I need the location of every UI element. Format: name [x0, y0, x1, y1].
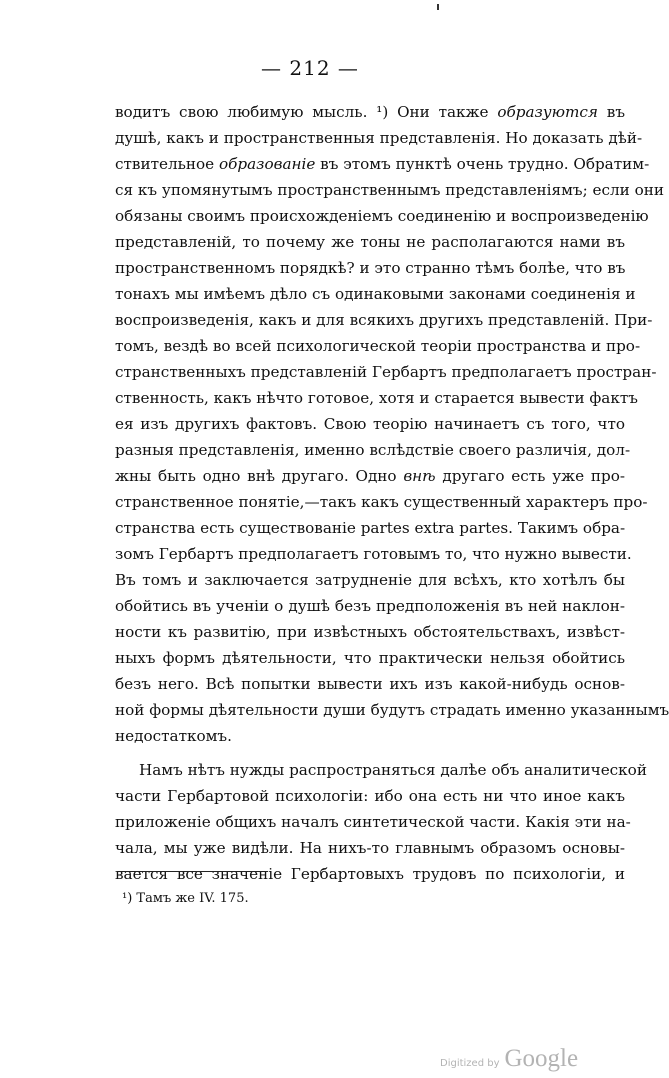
- text-line: ности къ развитію, при извѣстныхъ обстоятельствахъ, извѣст-: [115, 623, 625, 641]
- text-line: водитъ свою любимую мысль. ¹) Они также образуются въ: [115, 103, 625, 121]
- text-line: странства есть существованіе partes extra partes. Такимъ обра-: [115, 519, 626, 537]
- text-line: приложеніе общихъ началъ синтетической части. Какія эти на-: [115, 813, 631, 831]
- text-line: ственность, какъ нѣчто готовое, хотя и старается вывести фактъ: [115, 389, 638, 407]
- text-line: ся къ упомянутымъ пространственнымъ представленіямъ; если они: [115, 181, 665, 199]
- text-line: душѣ, какъ и пространственныя представленія. Но доказать дѣй-: [115, 129, 643, 147]
- watermark-brand: Google: [504, 1045, 579, 1072]
- text-line: странственныхъ представленій Гербартъ предполагаетъ простран-: [115, 363, 657, 381]
- text-line: обязаны своимъ происхожденіемъ соединенію и воспроизведенію: [115, 207, 649, 225]
- emphasis: образованіе: [218, 155, 316, 173]
- text-line: вается все значеніе Гербартовыхъ трудовъ по психологіи, и: [115, 865, 625, 883]
- text-line: Въ томъ и заключается затрудненіе для всѣхъ, кто хотѣлъ бы: [115, 571, 625, 589]
- footnote: ¹) Тамъ же IV. 175.: [122, 891, 249, 906]
- page-number: — 212 —: [261, 56, 359, 80]
- text-line: воспроизведенія, какъ и для всякихъ другихъ представленій. При-: [115, 311, 653, 329]
- watermark-prefix: Digitized by: [440, 1058, 500, 1069]
- text-line: недостаткомъ.: [115, 727, 232, 745]
- text-line: разныя представленія, именно вслѣдствіе своего различія, дол-: [115, 441, 631, 459]
- text-line: ствительное образованіе въ этомъ пунктѣ очень трудно. Обратим-: [115, 155, 650, 173]
- text-line: ея изъ другихъ фактовъ. Свою теорію начинаетъ съ того, что: [115, 415, 625, 433]
- emphasis: внѣ: [403, 467, 436, 485]
- text-line: части Гербартовой психологіи: ибо она есть ни что иное какъ: [115, 787, 625, 805]
- text-line: ныхъ формъ дѣятельности, что практически нельзя обойтись: [115, 649, 625, 667]
- text-line: Намъ нѣтъ нужды распространяться далѣе объ аналитической: [139, 761, 647, 779]
- text-line: томъ, вездѣ во всей психологической теоріи пространства и про-: [115, 337, 641, 355]
- text-line: чала, мы уже видѣли. На нихъ-то главнымъ образомъ основы-: [115, 839, 625, 857]
- text-line: пространственномъ порядкѣ? и это странно тѣмъ болѣе, что въ: [115, 259, 626, 277]
- scan-mark: [437, 4, 439, 10]
- footnote-divider: [117, 871, 268, 872]
- text-line: жны быть одно внѣ другаго. Одно внѣ другаго есть уже про-: [115, 467, 625, 485]
- watermark: [440, 1045, 578, 1073]
- text-line: представленій, то почему же тоны не располагаются нами въ: [115, 233, 625, 251]
- text-line: тонахъ мы имѣемъ дѣло съ одинаковыми законами соединенія и: [115, 285, 636, 303]
- text-line: странственное понятіе,—такъ какъ существенный характеръ про-: [115, 493, 648, 511]
- text-line: безъ него. Всѣ попытки вывести ихъ изъ какой-нибудь основ-: [115, 675, 625, 693]
- emphasis: образуются: [497, 103, 598, 121]
- text-line: обойтись въ ученіи о душѣ безъ предположенія въ ней наклон-: [115, 597, 625, 615]
- text-line: ной формы дѣятельности души будутъ страдать именно указаннымъ: [115, 701, 669, 719]
- main-text: [115, 99, 669, 887]
- text-line: зомъ Гербартъ предполагаетъ готовымъ то, что нужно вывести.: [115, 545, 632, 563]
